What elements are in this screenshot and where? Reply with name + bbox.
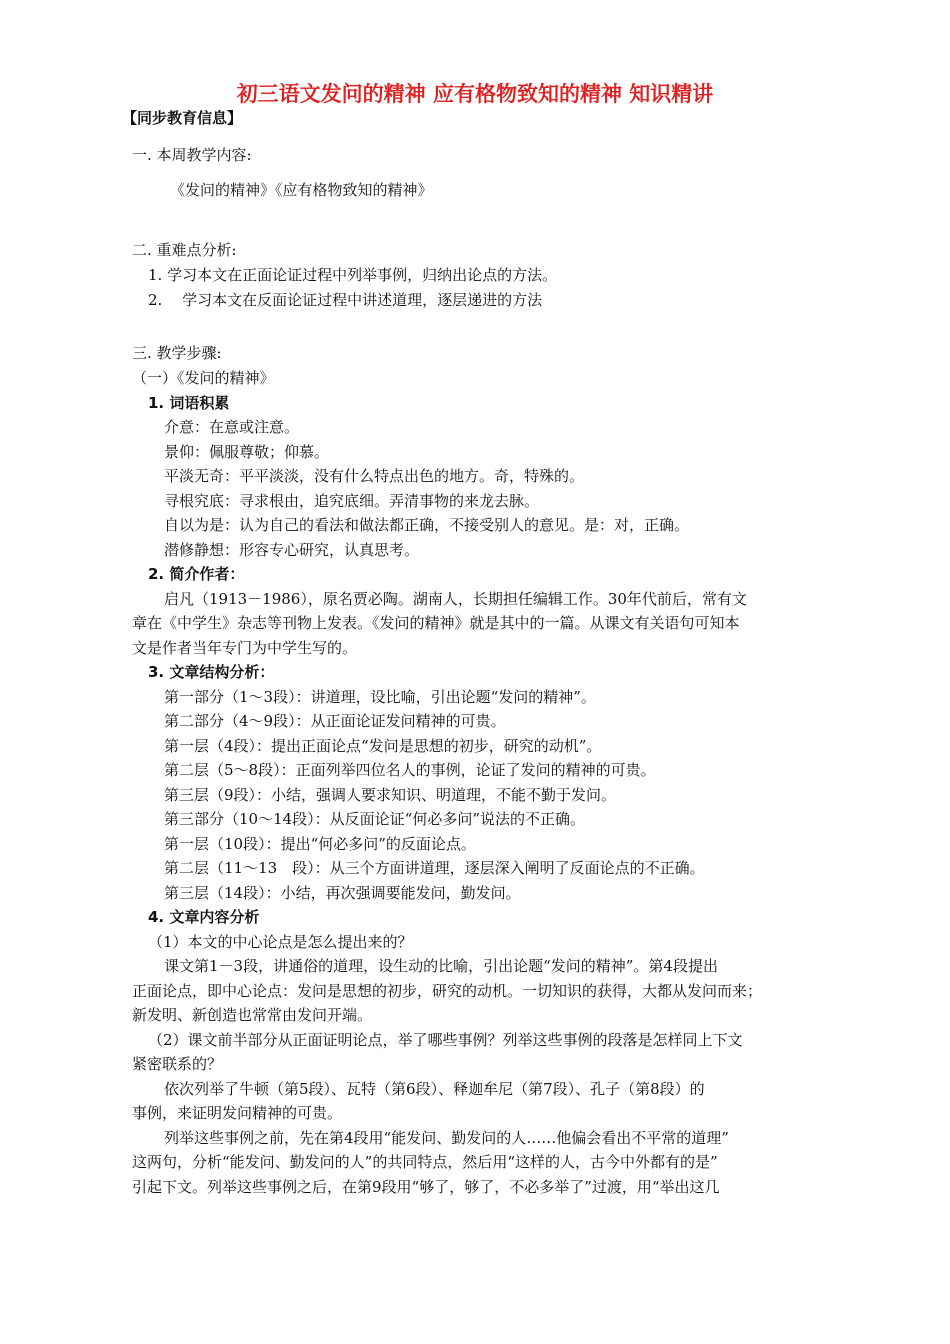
structure-item: 第二层（11～13 段）：从三个方面讲道理，逐层深入阐明了反面论点的不正确。	[164, 859, 705, 877]
page-title: 初三语文发问的精神 应有格物致知的精神 知识精讲	[236, 82, 714, 106]
answer-line: 事例，来证明发问精神的可贵。	[132, 1104, 343, 1122]
author-line: 章在《中学生》杂志等刊物上发表。《发问的精神》就是其中的一篇。从课文有关语句可知本	[132, 614, 740, 632]
vocab-item: 景仰：佩服尊敬；仰慕。	[164, 443, 330, 461]
structure-item: 第三层（14段）：小结，再次强调要能发问，勤发问。	[164, 884, 521, 902]
structure-item: 第三层（9段）：小结，强调人要求知识、明道理，不能不勤于发问。	[164, 786, 617, 804]
part2-item: 1. 学习本文在正面论证过程中列举事例，归纳出论点的方法。	[148, 266, 558, 284]
author-line: 文是作者当年专门为中学生写的。	[132, 639, 358, 657]
vocab-item: 自以为是：认为自己的看法和做法都正确，不接受别人的意见。是：对，正确。	[164, 516, 690, 534]
author-line: 启凡（1913－1986），原名贾必陶。湖南人，长期担任编辑工作。30年代前后，常有文	[164, 590, 747, 608]
part1-heading: 一. 本周教学内容:	[132, 146, 252, 164]
part2-heading: 二. 重难点分析:	[132, 241, 237, 259]
answer-line: 依次列举了牛顿（第5段）、瓦特（第6段）、释迦牟尼（第7段）、孔子（第8段）的	[164, 1080, 705, 1098]
structure-item: 第二层（5～8段）：正面列举四位名人的事例，论证了发问的精神的可贵。	[164, 761, 656, 779]
structure-item: 第一层（10段）：提出“何必多问”的反面论点。	[164, 835, 476, 853]
question: 紧密联系的？	[132, 1055, 223, 1073]
structure-item: 第三部分（10～14段）：从反面论证“何必多问”说法的不正确。	[164, 810, 586, 828]
vocab-item: 平淡无奇：平平淡淡，没有什么特点出色的地方。奇，特殊的。	[164, 467, 585, 485]
question: （2）课文前半部分从正面证明论点，举了哪些事例？列举这些事例的段落是怎样同上下文	[148, 1031, 743, 1049]
author-heading: 2. 简介作者：	[148, 565, 245, 583]
vocab-item: 寻根究底：寻求根由，追究底细。弄清事物的来龙去脉。	[164, 492, 540, 510]
structure-heading: 3. 文章结构分析：	[148, 663, 275, 681]
answer-line: 列举这些事例之前，先在第4段用“能发问、勤发问的人……他偏会看出不平常的道理”	[164, 1129, 729, 1147]
part3-subheading: （一）《发问的精神》	[132, 369, 275, 387]
answer-line: 新发明、新创造也常常由发问开端。	[132, 1006, 373, 1024]
structure-item: 第一层（4段）：提出正面论点“发问是思想的初步，研究的动机”。	[164, 737, 602, 755]
structure-item: 第二部分（4～9段）：从正面论证发问精神的可贵。	[164, 712, 506, 730]
vocab-item: 介意：在意或注意。	[164, 418, 300, 436]
part1-content: 《发问的精神》《应有格物致知的精神》	[170, 181, 433, 199]
part2-item: 2. 学习本文在反面论证过程中讲述道理，逐层递进的方法	[148, 291, 543, 309]
answer-line: 引起下文。列举这些事例之后，在第9段用“够了，够了，不必多举了”过渡，用“举出这几	[132, 1178, 720, 1196]
answer-line: 课文第1－3段，讲通俗的道理，设生动的比喻，引出论题“发问的精神”。第4段提出	[164, 957, 718, 975]
question: （1）本文的中心论点是怎么提出来的？	[148, 933, 413, 951]
section-header: 【同步教育信息】	[122, 109, 243, 127]
answer-line: 这两句，分析“能发问、勤发问的人”的共同特点，然后用“这样的人，古今中外都有的是”	[132, 1153, 718, 1171]
structure-item: 第一部分（1～3段）：讲道理，设比喻，引出论题“发问的精神”。	[164, 688, 596, 706]
part3-heading: 三. 教学步骤:	[132, 344, 222, 362]
content-analysis-heading: 4. 文章内容分析	[148, 908, 260, 926]
vocab-item: 潜修静想：形容专心研究，认真思考。	[164, 541, 420, 559]
vocab-heading: 1. 词语积累	[148, 394, 230, 412]
answer-line: 正面论点，即中心论点：发问是思想的初步，研究的动机。一切知识的获得，大都从发问而来；	[132, 982, 763, 1000]
